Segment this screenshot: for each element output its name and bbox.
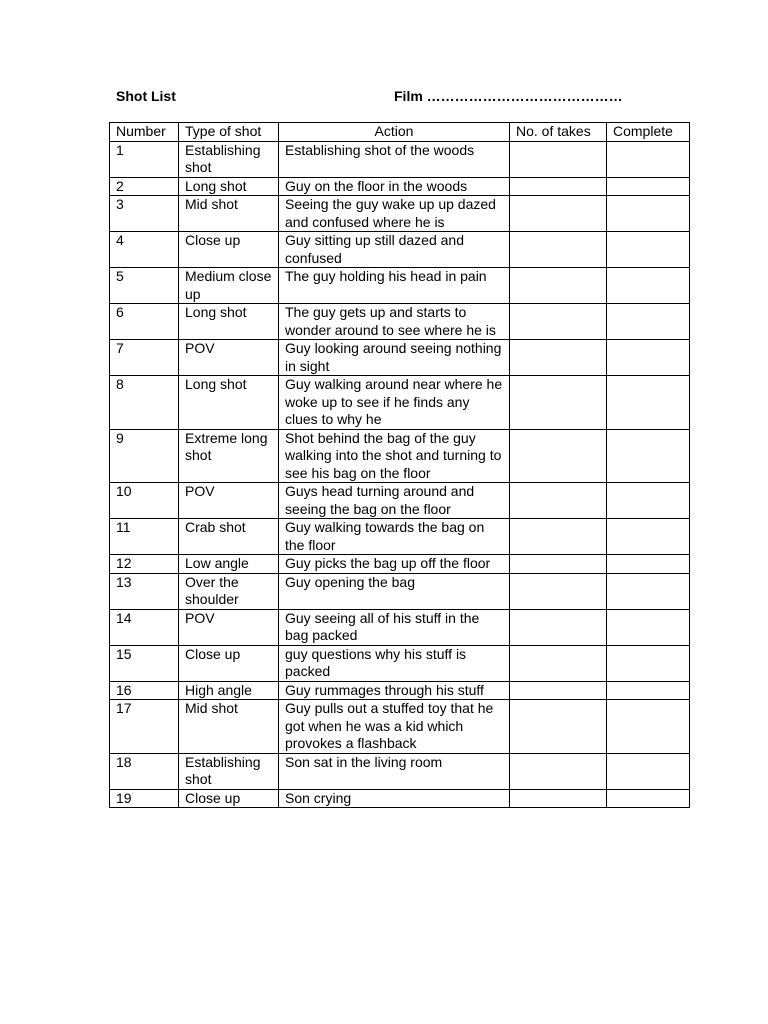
cell-type: POV: [179, 483, 279, 519]
cell-number: 17: [110, 700, 179, 754]
cell-number: 11: [110, 519, 179, 555]
cell-type: Over the shoulder: [179, 573, 279, 609]
cell-complete: [607, 340, 690, 376]
table-row: [110, 645, 690, 681]
cell-type: Medium close up: [179, 268, 279, 304]
cell-complete: [607, 483, 690, 519]
cell-action: Seeing the guy wake up up dazed and confused where he is: [279, 196, 510, 232]
column-header-complete: Complete: [607, 123, 690, 142]
table-header-row: [110, 123, 690, 142]
cell-takes: [510, 429, 607, 483]
cell-takes: [510, 609, 607, 645]
cell-complete: [607, 519, 690, 555]
table-row: [110, 232, 690, 268]
table-row: [110, 700, 690, 754]
cell-type: Crab shot: [179, 519, 279, 555]
table-body: [110, 141, 690, 808]
cell-takes: [510, 177, 607, 196]
cell-type: Mid shot: [179, 196, 279, 232]
cell-type: POV: [179, 340, 279, 376]
cell-action: The guy gets up and starts to wonder around to see where he is: [279, 304, 510, 340]
table-row: [110, 519, 690, 555]
cell-takes: [510, 555, 607, 574]
table-row: [110, 555, 690, 574]
cell-type: Mid shot: [179, 700, 279, 754]
cell-number: 5: [110, 268, 179, 304]
cell-complete: [607, 573, 690, 609]
cell-number: 16: [110, 681, 179, 700]
cell-type: High angle: [179, 681, 279, 700]
cell-number: 1: [110, 141, 179, 177]
cell-type: Close up: [179, 232, 279, 268]
shot-list-table: [109, 122, 690, 808]
cell-type: Long shot: [179, 304, 279, 340]
cell-takes: [510, 789, 607, 808]
cell-takes: [510, 340, 607, 376]
cell-takes: [510, 483, 607, 519]
column-header-type: Type of shot: [179, 123, 279, 142]
cell-complete: [607, 555, 690, 574]
cell-complete: [607, 304, 690, 340]
cell-type: POV: [179, 609, 279, 645]
cell-number: 19: [110, 789, 179, 808]
cell-type: Long shot: [179, 177, 279, 196]
cell-takes: [510, 645, 607, 681]
cell-complete: [607, 789, 690, 808]
table-row: [110, 681, 690, 700]
cell-takes: [510, 573, 607, 609]
cell-type: Establishing shot: [179, 141, 279, 177]
cell-takes: [510, 268, 607, 304]
cell-takes: [510, 753, 607, 789]
cell-action: guy questions why his stuff is packed: [279, 645, 510, 681]
cell-type: Long shot: [179, 376, 279, 430]
table-row: [110, 268, 690, 304]
cell-number: 7: [110, 340, 179, 376]
cell-takes: [510, 196, 607, 232]
cell-action: Establishing shot of the woods: [279, 141, 510, 177]
cell-complete: [607, 376, 690, 430]
cell-takes: [510, 700, 607, 754]
cell-number: 9: [110, 429, 179, 483]
cell-action: Guy walking towards the bag on the floor: [279, 519, 510, 555]
table-row: [110, 789, 690, 808]
cell-complete: [607, 700, 690, 754]
cell-action: Guy seeing all of his stuff in the bag packed: [279, 609, 510, 645]
cell-takes: [510, 681, 607, 700]
cell-type: Close up: [179, 789, 279, 808]
cell-number: 14: [110, 609, 179, 645]
cell-complete: [607, 141, 690, 177]
table-row: [110, 177, 690, 196]
cell-type: Extreme long shot: [179, 429, 279, 483]
cell-action: The guy holding his head in pain: [279, 268, 510, 304]
cell-number: 15: [110, 645, 179, 681]
cell-number: 12: [110, 555, 179, 574]
table-row: [110, 573, 690, 609]
cell-action: Guy on the floor in the woods: [279, 177, 510, 196]
cell-action: Guy rummages through his stuff: [279, 681, 510, 700]
table-row: [110, 196, 690, 232]
cell-type: Low angle: [179, 555, 279, 574]
table-row: [110, 483, 690, 519]
cell-action: Guy looking around seeing nothing in sight: [279, 340, 510, 376]
cell-complete: [607, 232, 690, 268]
cell-takes: [510, 141, 607, 177]
cell-complete: [607, 681, 690, 700]
cell-complete: [607, 429, 690, 483]
table-row: [110, 753, 690, 789]
cell-action: Guy sitting up still dazed and confused: [279, 232, 510, 268]
cell-complete: [607, 645, 690, 681]
cell-action: Guy walking around near where he woke up to see if he finds any clues to why he: [279, 376, 510, 430]
cell-action: Son sat in the living room: [279, 753, 510, 789]
cell-takes: [510, 519, 607, 555]
cell-action: Shot behind the bag of the guy walking into the shot and turning to see his bag on the floor: [279, 429, 510, 483]
cell-action: Guy picks the bag up off the floor: [279, 555, 510, 574]
cell-number: 10: [110, 483, 179, 519]
cell-complete: [607, 196, 690, 232]
cell-number: 4: [110, 232, 179, 268]
cell-number: 2: [110, 177, 179, 196]
cell-number: 8: [110, 376, 179, 430]
column-header-action: Action: [279, 123, 510, 142]
cell-takes: [510, 304, 607, 340]
table-row: [110, 609, 690, 645]
cell-number: 3: [110, 196, 179, 232]
cell-takes: [510, 232, 607, 268]
cell-complete: [607, 177, 690, 196]
cell-number: 6: [110, 304, 179, 340]
cell-number: 13: [110, 573, 179, 609]
cell-action: Son crying: [279, 789, 510, 808]
cell-action: Guy pulls out a stuffed toy that he got when he was a kid which provokes a flashback: [279, 700, 510, 754]
table-row: [110, 141, 690, 177]
cell-takes: [510, 376, 607, 430]
cell-action: Guys head turning around and seeing the bag on the floor: [279, 483, 510, 519]
table-row: [110, 304, 690, 340]
cell-type: Close up: [179, 645, 279, 681]
table-row: [110, 429, 690, 483]
film-label: Film ……………………………………: [394, 88, 623, 104]
cell-number: 18: [110, 753, 179, 789]
table-row: [110, 340, 690, 376]
cell-action: Guy opening the bag: [279, 573, 510, 609]
page-title: Shot List: [116, 88, 176, 104]
table-row: [110, 376, 690, 430]
column-header-takes: No. of takes: [510, 123, 607, 142]
cell-complete: [607, 609, 690, 645]
cell-complete: [607, 753, 690, 789]
cell-type: Establishing shot: [179, 753, 279, 789]
cell-complete: [607, 268, 690, 304]
column-header-number: Number: [110, 123, 179, 142]
